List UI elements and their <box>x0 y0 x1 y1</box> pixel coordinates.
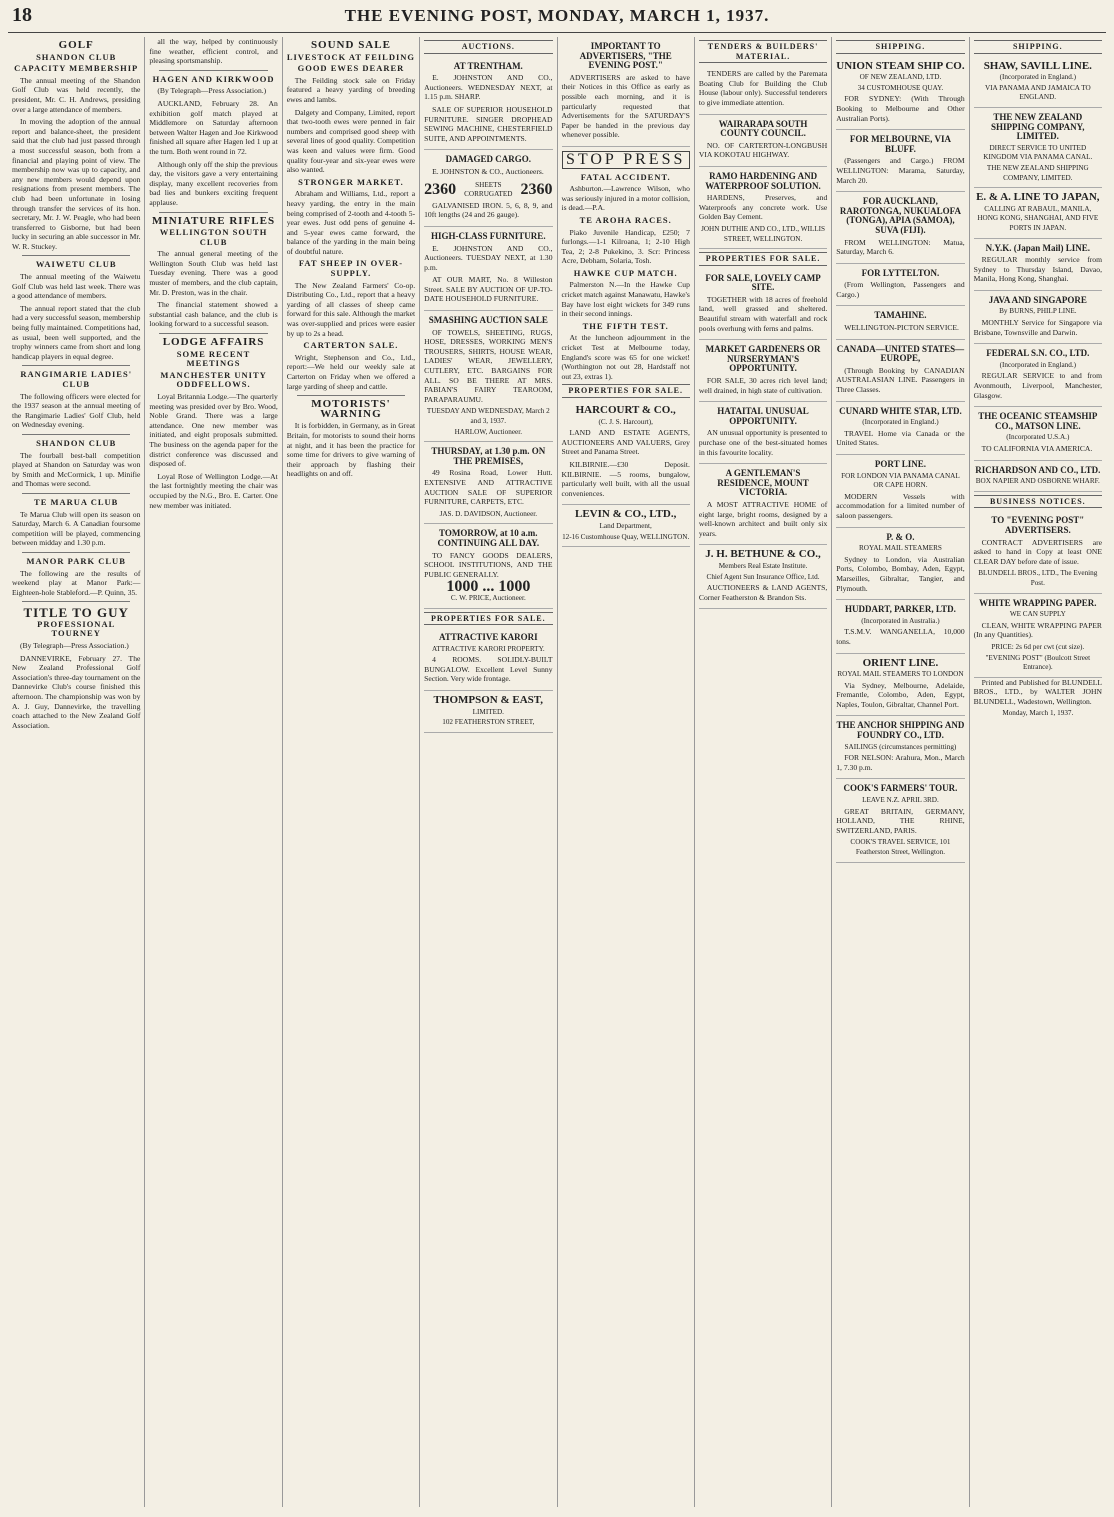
nyk-title: N.Y.K. (Japan Mail) LINE. <box>985 242 1091 253</box>
levin-sub: Land Department, <box>599 521 652 530</box>
wairarapa-ad <box>699 115 827 167</box>
tomorrow-quantity: 1000 ... 1000 <box>446 578 531 596</box>
lodge-heading: LODGE AFFAIRS <box>162 336 265 349</box>
cargo-ad <box>424 150 552 227</box>
ea-sub: CALLING AT RABAUL, MANILA, HONG KONG, SHANGHAI, AND FIVE PORTS IN JAPAN. <box>977 204 1099 232</box>
smashing-title: SMASHING AUCTION SALE <box>428 315 548 326</box>
huddart-body: T.S.M.V. WANGANELLA, 10,000 tons. <box>836 627 965 646</box>
imprint-date: Monday, March 1, 1937. <box>1002 709 1074 718</box>
masthead <box>8 4 1106 33</box>
carterton-heading: CARTERTON SALE. <box>303 340 399 351</box>
rangimarie-heading: RANGIMARIE LADIES' CLUB <box>20 369 133 389</box>
wrapping-sign: "EVENING POST" (Boulcott Street Entrance). <box>985 653 1091 672</box>
union-title: UNION STEAM SHIP CO. <box>836 59 965 72</box>
tamahine-body: WELLINGTON-PICTON SERVICE. <box>844 323 959 333</box>
lodge-subheading: SOME RECENT MEETINGS <box>176 348 251 369</box>
trentham-line: E. JOHNSTON AND CO., Auctioneers. WEDNESDAY NEXT, at 1.15 p.m. SHARP. <box>424 73 553 102</box>
column-2 <box>145 37 282 1507</box>
columns <box>8 37 1106 1507</box>
notice-body: ADVERTISERS are asked to have their Notices in this Office as early as possible each morning, and it is particularly requested that Advertisements for the SATURDAY'S Paper be handed in the previous day whenever possible. <box>561 72 690 140</box>
ea-title: E. & A. LINE TO JAPAN, <box>976 191 1100 204</box>
sale-paragraph: The Feilding stock sale on Friday featured a heavy yarding of breeding ewes and lambs. <box>286 75 416 104</box>
richardson-ad <box>974 461 1102 492</box>
huddart-sub: (Incorporated in Australia.) <box>861 616 940 625</box>
po-ad <box>836 528 964 601</box>
canada-body: (Through Booking by CANADIAN AUSTRALASIAN LINE. Passengers in Three Classes. <box>836 365 965 395</box>
wrapping-ad <box>974 594 1102 678</box>
tomorrow-body: TO FANCY GOODS DEALERS, SCHOOL INSTITUTIONS, AND THE PUBLIC GENERALLY. <box>424 550 553 579</box>
bethune-sub: Members Real Estate Institute. <box>718 561 808 570</box>
rifles-subheading: WELLINGTON SOUTH CLUB <box>159 227 268 247</box>
harcourt-title: HARCOURT & CO., <box>575 404 676 416</box>
fat-paragraph: The New Zealand Farmers' Co-op. Distributing Co., Ltd., report that a heavy yarding of all classes of sheep came forward for this sale. Although the market was over-supplied and prices were easier by up to 2s a head. <box>286 280 416 338</box>
po-title: P. & O. <box>886 531 915 542</box>
waiwetu-paragraph: The annual report stated that the club had a very successful season, membership being fully maintained. Competitions had, as usual, been well supported, and the trophy winners came from short and long handicap players in equal degree. <box>12 303 141 361</box>
oceanic-title: THE OCEANIC STEAMSHIP CO., MATSON LINE. <box>978 411 1098 431</box>
campsite-body: TOGETHER with 18 acres of freehold land, well grassed and sheltered. Beautiful stream with waterfall and rock pools overhung with ferns and palms. <box>698 294 828 333</box>
advertisers-notice <box>562 37 690 147</box>
cook-sign: COOK'S TRAVEL SERVICE, 101 Featherston Street, Wellington. <box>850 838 951 856</box>
wrapping-sub: WE CAN SUPPLY <box>1009 610 1066 619</box>
thompson-ad <box>424 691 552 733</box>
newspaper-title: THE EVENING POST, MONDAY, MARCH 1, 1937. <box>344 6 770 25</box>
tamahine-ad <box>836 306 964 339</box>
nzshipping-title: THE NEW ZEALAND SHIPPING COMPANY, LIMITED. <box>991 111 1085 142</box>
motorists-paragraph: It is forbidden, in Germany, as in Great Britain, for motorists to sound their horns at night, and it has been the practice for some time for drivers to give warning of their approach by flashing their headlights on and off. <box>286 421 416 479</box>
trentham-body: SALE OF SUPERIOR HOUSEHOLD FURNITURE. SINGER DROPHEAD SEWING MACHINE, CHESTERFIELD SUITE, AND APPOINTMENTS. <box>424 104 553 143</box>
business-ad <box>974 511 1102 593</box>
stop-press-title: STOP PRESS <box>562 151 690 169</box>
orient-ad <box>836 654 964 717</box>
java-body: MONTHLY Service for Singapore via Brisbane, Townsville and Darwin. <box>973 318 1102 337</box>
highclass-ad <box>424 227 552 311</box>
lodge-paragraph: Loyal Rose of Wellington Lodge.—At the last fortnightly meeting the chair was occupied by the N.G., Bro. E. Carter. One new member was initiated. <box>149 471 278 510</box>
aroha-heading: TE AROHA RACES. <box>579 214 672 225</box>
tomorrow-sign: C. W. PRICE, Auctioneer. <box>450 593 526 602</box>
bethune-title: J. H. BETHUNE & CO., <box>705 548 821 561</box>
stronger-paragraph: Abraham and Williams, Ltd., report a heavy yarding, the entry in the main being comprised of 2-tooth and 4-tooth 5-year ewes. Just odd pens of genuine 4- and 5-year ewes came forward, the balance of the yarding in the main being of doubtful nature. <box>286 189 416 256</box>
tomorrow-ad <box>424 524 552 608</box>
sale-paragraph: Dalgety and Company, Limited, report that two-tooth ewes were penned in fair numbers and comprised good sheep with several lines of good quality. Competition was keen and values were firm. Good quality four-year and six-year ewes were also wanted. <box>286 107 416 175</box>
orient-sub: ROYAL MAIL STEAMERS TO LONDON <box>837 670 964 679</box>
karori-sub: ATTRACTIVE KARORI PROPERTY. <box>431 644 545 653</box>
page-number: 18 <box>12 4 32 26</box>
hawke-body: Palmerston N.—In the Hawke Cup cricket match against Manawatu, Hawke's Bay have lost eight wickets for 349 runs in their second innings. <box>561 280 690 319</box>
fifth-test-body: At the luncheon adjournment in the cricket Test at Melbourne today, England's score was 65 for one wicket! (Worthington not out 28, Hardstaff not out 23, extras 1). <box>561 333 690 381</box>
harcourt-line: LAND AND ESTATE AGENTS, AUCTIONEERS AND VALUERS, Grey Street and Panama Street. <box>561 428 690 457</box>
karori-body: 4 ROOMS. SOLIDLY-BUILT BUNGALOW. Excellent Level Sunny Section. Very wide frontage. <box>424 655 553 684</box>
shandon-subheading: SHANDON CLUB <box>36 51 117 62</box>
shaw-title: SHAW, SAVILL LINE. <box>983 59 1092 72</box>
federal-ad <box>974 344 1102 407</box>
guy-paragraph: DANNEVIRKE, February 27. The New Zealand Professional Golf Association's three-day tournament on the Dannevirke Club's course finished this afternoon. The championship was won by A. J. Guy, Dannevirke, the travelling coach attached to the New Zealand Golf Association. <box>12 653 141 730</box>
business-label: BUSINESS NOTICES. <box>974 495 1102 509</box>
campsite-ad <box>699 269 827 341</box>
golf-paragraph: The annual meeting of the Shandon Golf Club was held recently, the president, Mr. C. H. Andrews, presiding over a large attendance of members. <box>12 75 141 114</box>
levin-title: LEVIN & CO., LTD., <box>575 508 677 521</box>
market-title: MARKET GARDENERS OR NURSERYMAN'S OPPORTUNITY. <box>705 344 821 374</box>
harcourt-body: KILBIRNIE.—£30 Deposit. KILBIRNIE. —5 rooms, bungalow, particularly well built, with all the usual conveniences. <box>561 459 690 498</box>
ramo-body: HARDENS, Preserves, and Waterproofs any concrete work. Use Golden Bay Cement. <box>698 193 828 222</box>
karori-ad <box>424 628 552 691</box>
wrapping-title: WHITE WRAPPING PAPER. <box>979 597 1097 608</box>
cunard-body: TRAVEL Home via Canada or the United States. <box>836 428 965 448</box>
wairarapa-body: NO. OF CARTERTON-LONGBUSH VIA KOKOTAU HIGHWAY. <box>698 140 828 160</box>
levin-ad <box>562 505 690 547</box>
nyk-body: REGULAR monthly service from Sydney to Thursday Island, Davao, Manila, Hong Kong, Shanghai. <box>973 255 1102 284</box>
hataitai-ad <box>699 402 827 464</box>
tenders-ad <box>699 66 827 114</box>
bethune-ad <box>699 545 827 609</box>
rangimarie-paragraph: The following officers were elected for the 1937 season at the annual meeting of the Rangimarie Ladies' Golf Club, held on Wednesday evening. <box>12 391 141 430</box>
shipping-label: SHIPPING. <box>836 40 964 54</box>
trentham-ad <box>424 57 552 151</box>
cargo-title: DAMAGED CARGO. <box>445 154 532 165</box>
anchor-ad <box>836 716 964 779</box>
wrapping-price: PRICE: 2s 6d per cwt (cut size). <box>991 642 1085 651</box>
temarua-paragraph: Te Marua Club will open its season on Saturday, March 6. A Canadian foursome competition will be played, commencing between midday and 1.30 p.m. <box>12 509 141 548</box>
rarotonga-title: FOR AUCKLAND, RAROTONGA, NUKUALOFA (TONGA), APIA (SAMOA), SUVA (FIJI). <box>839 196 962 235</box>
trentham-title: AT TRENTHAM. <box>453 60 523 71</box>
port-title: PORT LINE. <box>874 459 926 469</box>
capacity-subheading: CAPACITY MEMBERSHIP <box>14 63 139 74</box>
stronger-heading: STRONGER MARKET. <box>298 176 404 187</box>
cook-body: GREAT BRITAIN, GERMANY, HOLLAND, THE RHINE, SWITZERLAND, PARIS. <box>836 806 965 835</box>
lyttelton-body: (From Wellington, Passengers and Cargo.) <box>836 280 965 299</box>
guy-subheading: PROFESSIONAL TOURNEY <box>37 618 116 639</box>
auctions-label: AUCTIONS. <box>424 40 552 54</box>
tenders-label: TENDERS & BUILDERS' MATERIAL. <box>699 40 827 63</box>
anchor-title: THE ANCHOR SHIPPING AND FOUNDRY CO., LTD. <box>836 720 965 741</box>
bethune-body: Chief Agent Sun Insurance Office, Ltd. <box>706 572 820 581</box>
shaw-sub-2: VIA PANAMA AND JAMAICA TO ENGLAND. <box>984 83 1091 102</box>
highclass-body: AT OUR MART, No. 8 Willeston Street. SALE BY AUCTION OF UP-TO-DATE HOUSEHOLD FURNITURE. <box>424 275 553 304</box>
residence-title: A GENTLEMAN'S RESIDENCE, MOUNT VICTORIA. <box>717 468 809 498</box>
campsite-title: FOR SALE, LOVELY CAMP SITE. <box>705 272 821 293</box>
thursday-ad <box>424 442 552 524</box>
smashing-date: TUESDAY AND WEDNESDAY, March 2 and 3, 1937. <box>426 407 550 425</box>
column-5 <box>558 37 695 1507</box>
cunard-title: CUNARD WHITE STAR, LTD. <box>839 405 962 416</box>
hataitai-title: HATAITAI. UNUSUAL OPPORTUNITY. <box>717 406 809 426</box>
tomorrow-title: TOMORROW, at 10 a.m. CONTINUING ALL DAY. <box>437 528 540 548</box>
fat-heading: FAT SHEEP IN OVER-SUPPLY. <box>298 258 404 279</box>
karori-title: ATTRACTIVE KARORI <box>439 632 538 643</box>
ramo-ad <box>699 167 827 249</box>
column-3 <box>283 37 420 1507</box>
richardson-sub: BOX NAPIER AND OSBORNE WHARF. <box>975 477 1100 486</box>
highclass-title: HIGH-CLASS FURNITURE. <box>431 230 546 241</box>
residence-ad <box>699 464 827 545</box>
port-body: MODERN Vessels with accommodation for a limited number of saloon passengers. <box>836 491 965 520</box>
sale-heading: SOUND SALE <box>310 39 391 51</box>
huddart-title: HUDDART, PARKER, LTD. <box>845 604 956 615</box>
anchor-sub: SAILINGS (circumstances permitting) <box>844 742 957 751</box>
properties-label: PROPERTIES FOR SALE. <box>424 612 552 626</box>
fatal-body: Ashburton.—Lawrence Wilson, who was seriously injured in a motor collision, is dead.—P.A. <box>561 184 690 213</box>
union-body: FOR SYDNEY: (With Through Booking to Melbourne and Other Australian Ports). <box>836 94 965 123</box>
nzshipping-ad <box>974 108 1102 188</box>
column-7 <box>832 37 969 1507</box>
melbourne-body: (Passengers and Cargo.) FROM WELLINGTON: Marama, Saturday, March 20. <box>836 156 965 185</box>
thompson-title: THOMPSON & EAST, <box>433 694 544 707</box>
business-title: TO "EVENING POST" ADVERTISERS. <box>991 515 1085 535</box>
richardson-title: RICHARDSON AND CO., LTD. <box>975 464 1101 475</box>
ramo-title: RAMO HARDENING AND WATERPROOF SOLUTION. <box>705 170 821 191</box>
cargo-quantity-left: 2360 <box>424 181 457 199</box>
waiwetu-heading: WAIWETU CLUB <box>35 259 117 270</box>
thompson-body: 102 FEATHERSTON STREET, <box>442 718 535 727</box>
carterton-paragraph: Wright, Stephenson and Co., Ltd., report:—We held our weekly sale at Carterton on Friday when we offered a large yarding of sheep and cattle. <box>286 352 416 391</box>
nzshipping-sign: THE NEW ZEALAND SHIPPING COMPANY, LIMITED. <box>986 163 1089 182</box>
rifles-paragraph: The financial statement showed a substantial cash balance, and the club is looking forward to a successful season. <box>149 300 278 329</box>
golf-paragraph: In moving the adoption of the annual report and balance-sheet, the president said that the club had just passed through a most successful season, both from a financial and playing point of view. The membership now was up to capacity, and any new members would depend upon resignations from present members. The club had been unfortunate in losing through transfer the services of its hon. secretary, Mr. J. W. Peagle, who had been transferred to Gisborne, but had been lucky in securing an able successor in Mr. W. R. Stuckey. <box>12 117 141 251</box>
oceanic-ad <box>974 407 1102 460</box>
market-body: FOR SALE, 30 acres rich level land; well drained, in high state of cultivation. <box>698 376 828 395</box>
highclass-line: E. JOHNSTON AND CO., Auctioneers. TUESDAY NEXT, at 1.30 p.m. <box>424 243 553 272</box>
port-ad <box>836 455 964 528</box>
thompson-sub: LIMITED. <box>472 707 504 716</box>
temarua-heading: TE MARUA CLUB <box>34 496 119 507</box>
smashing-sign: HARLOW, Auctioneer. <box>454 427 523 436</box>
hagen-paragraph: Although only off the ship the previous day, the visitors gave a very entertaining display, many excellent recoveries from bad lies and bunkers exciting frequent applause. <box>149 159 278 207</box>
golf-heading: GOLF <box>58 39 94 51</box>
thursday-body: 49 Rosina Road, Lower Hutt. EXTENSIVE AND ATTRACTIVE AUCTION SALE OF SUPERIOR FURNITURE, CARPETS, ETC. <box>424 468 553 507</box>
shandon2-paragraph: The fourball best-ball competition played at Shandon on Saturday was won by Smith and McCormick, 1 up. Minifie and Thomas were second. <box>12 450 141 489</box>
hagen-heading: HAGEN AND KIRKWOOD <box>152 73 275 84</box>
federal-title: FEDERAL S.N. CO., LTD. <box>986 348 1090 359</box>
cargo-line: E. JOHNSTON & CO., Auctioneers. <box>432 166 544 176</box>
cargo-quantity-label: SHEETS CORRUGATED <box>464 180 513 199</box>
business-sign: BLUNDELL BROS., LTD., The Evening Post. <box>978 569 1098 587</box>
federal-sub: (Incorporated in England.) <box>999 360 1077 369</box>
union-ad <box>836 57 964 131</box>
oceanic-sub: (Incorporated U.S.A.) <box>1006 433 1070 442</box>
java-title: JAVA AND SINGAPORE <box>988 294 1087 305</box>
ramo-sign: JOHN DUTHIE AND CO., LTD., WILLIS STREET, WELLINGTON. <box>701 224 826 243</box>
fifth-test-heading: THE FIFTH TEST. <box>582 320 669 331</box>
smashing-body: OF TOWELS, SHEETING, RUGS, HOSE, DRESSES, WORKING MEN'S TROUSERS, SHIRTS, HOUSE WEAR, LADIES' WEAR, JEWELLERY, CUTLERY, ETC. BARGAINS FOR ALL. SO BE THERE AT MRS. FABIAN'S FAIRY TEAROOM, PARAPARAUMU. <box>424 327 553 404</box>
po-body: Sydney to London, via Australian Ports, Colombo, Bombay, Aden, Egypt, Marseilles, Gibraltar, Tangier, and Plymouth. <box>836 554 965 593</box>
lodge-paragraph: Loyal Britannia Lodge.—The quarterly meeting was presided over by Bro. Wood, Noble Grand. There was a large attendance. One new member was initiated, and eight proposals submitted. The business on the agenda paper for the district conference was discussed and disposed of. <box>149 392 278 469</box>
hawke-heading: HAWKE CUP MATCH. <box>573 267 678 278</box>
rarotonga-body: FROM WELLINGTON: Matua, Saturday, March 6. <box>836 237 965 257</box>
huddart-ad <box>836 600 964 653</box>
ea-ad <box>974 188 1102 238</box>
market-ad <box>699 340 827 402</box>
fatal-heading: FATAL ACCIDENT. <box>580 171 671 182</box>
harcourt-ad <box>562 401 690 505</box>
manorpark-paragraph: The following are the results of weekend play at Manor Park:— Eighteen-hole Stableford.—P. Quinn, 35. <box>12 568 141 597</box>
melbourne-ad <box>836 130 964 192</box>
rifles-paragraph: The annual general meeting of the Wellington South Club was held last Tuesday evening. There was a good muster of members, and the club captain, Mr. D. Preston, was in the chair. <box>149 249 278 297</box>
column-1 <box>8 37 145 1507</box>
lodge-subheading-2: MANCHESTER UNITY ODDFELLOWS. <box>160 369 267 390</box>
imprint: Printed and Published for BLUNDELL BROS., LTD., by WALTER JOHN BLUNDELL, Wadestown, Wellington. <box>973 677 1102 706</box>
cunard-ad <box>836 402 964 455</box>
sale-subheading-2: GOOD EWES DEARER <box>297 63 405 74</box>
hagen-paragraph: AUCKLAND, February 28. An exhibition golf match played at Middlemore on Saturday afternoon between Walter Hagen and Joe Kirkwood finished all square after Hagen led 1 up at the turn. Both went round in 72. <box>149 98 278 156</box>
residence-body: A MOST ATTRACTIVE HOME of eight large, bright rooms, designed by a well-known architect and built only six years. <box>698 499 828 538</box>
po-sub: ROYAL MAIL STEAMERS <box>858 544 942 553</box>
nyk-ad <box>974 239 1102 291</box>
properties-label: PROPERTIES FOR SALE. <box>562 384 690 398</box>
java-ad <box>974 291 1102 344</box>
column-6 <box>695 37 832 1507</box>
hataitai-body: AN unusual opportunity is presented to purchase one of the best-situated homes in this favourite locality. <box>698 428 828 457</box>
column-4 <box>420 37 557 1507</box>
harcourt-sub: (C. J. S. Harcourt), <box>598 417 653 426</box>
canada-title: CANADA—UNITED STATES—EUROPE, <box>836 343 965 364</box>
shaw-sub: (Incorporated in England.) <box>999 73 1077 82</box>
lyttelton-title: FOR LYTTELTON. <box>861 267 940 278</box>
tenders-body: TENDERS are called by the Paremata Boating Club for Building the Club House (labour only). Successful tenderers to give immediate attention. <box>698 69 828 107</box>
union-sub: OF NEW ZEALAND, LTD. <box>859 73 942 82</box>
anchor-body: FOR NELSON: Arahura, Mon., March 1, 7.30 p.m. <box>836 753 965 772</box>
orient-body: Via Sydney, Melbourne, Adelaide, Fremantle, Colombo, Aden, Egypt, Naples, Toulon, Gibraltar, Channel Port. <box>836 680 965 709</box>
guy-heading: TITLE TO GUY <box>23 605 129 621</box>
bethune-line: AUCTIONEERS & LAND AGENTS, Corner Featherston & Brandon Sts. <box>698 583 828 602</box>
column-8 <box>970 37 1106 1507</box>
port-sub: FOR LONDON VIA PANAMA CANAL OR CAPE HORN. <box>841 471 960 490</box>
rifles-heading: MINIATURE RIFLES <box>152 214 276 227</box>
canada-ad <box>836 340 964 402</box>
wairarapa-title: WAIRARAPA SOUTH COUNTY COUNCIL. <box>718 118 808 139</box>
cook-ad <box>836 779 964 862</box>
hagen-byline: (By Telegraph—Press Association.) <box>157 86 267 96</box>
aroha-body: Piako Juvenile Handicap, £250; 7 furlongs.—1-1 Kilroana, 1; 2-10 High Tea, 2; 2-8 Pukekino, 3. Scr: Princess Acre, Debham, Solaria, Tosh. <box>561 227 690 266</box>
java-sub: By BURNS, PHILP LINE. <box>999 307 1077 316</box>
levin-body: 12-16 Customhouse Quay, WELLINGTON. <box>562 532 690 541</box>
sale-subheading: LIVESTOCK AT FEILDING <box>286 51 416 62</box>
smashing-ad <box>424 311 552 442</box>
thursday-sign: JAS. D. DAVIDSON, Auctioneer. <box>439 509 538 518</box>
shandon2-heading: SHANDON CLUB <box>36 437 117 448</box>
cargo-quantity-right: 2360 <box>520 181 553 199</box>
shipping-label: SHIPPING. <box>974 40 1102 54</box>
cunard-sub: (Incorporated in England.) <box>862 418 939 427</box>
tamahine-title: TAMAHINE. <box>874 310 927 321</box>
orient-title: ORIENT LINE. <box>862 656 939 669</box>
wrapping-body: CLEAN, WHITE WRAPPING PAPER (In any Quantities). <box>973 620 1102 640</box>
motorists-heading: MOTORISTS' WARNING <box>311 398 391 420</box>
lyttelton-ad <box>836 264 964 307</box>
notice-title: IMPORTANT TO ADVERTISERS, "THE EVENING POST." <box>579 41 672 71</box>
properties-label: PROPERTIES FOR SALE. <box>699 252 827 266</box>
oceanic-body: TO CALIFORNIA VIA AMERICA. <box>981 444 1093 453</box>
cargo-body: GALVANISED IRON. 5, 6, 8, 9, and 10ft lengths (24 and 26 gauge). <box>424 200 553 220</box>
business-body: CONTRACT ADVERTISERS are asked to hand in Copy at least ONE CLEAR DAY before date of issue. <box>973 537 1102 566</box>
cook-sub: LEAVE N.Z. APRIL 3RD. <box>862 796 939 805</box>
guy-byline: (By Telegraph—Press Association.) <box>20 641 129 651</box>
rarotonga-ad <box>836 192 964 264</box>
waiwetu-paragraph: The annual meeting of the Waiwetu Golf Club was held last week. There was a good attendance of members. <box>12 272 141 301</box>
cook-title: COOK'S FARMERS' TOUR. <box>843 783 958 794</box>
union-addr: 34 CUSTOMHOUSE QUAY. <box>857 83 944 92</box>
melbourne-title: FOR MELBOURNE, VIA BLUFF. <box>849 134 951 154</box>
intro-paragraph: all the way, helped by continuously fine weather, efficient control, and pleasing sportsmanship. <box>149 37 278 66</box>
shaw-ad <box>974 57 1102 108</box>
federal-body: REGULAR SERVICE to and from Avonmouth, Liverpool, Manchester, Glasgow. <box>973 371 1102 400</box>
nzshipping-sub: DIRECT SERVICE TO UNITED KINGDOM VIA PANAMA CANAL. <box>983 143 1093 162</box>
manorpark-heading: MANOR PARK CLUB <box>26 555 126 566</box>
thursday-title: THURSDAY, at 1.30 p.m. ON THE PREMISES, <box>431 446 546 466</box>
